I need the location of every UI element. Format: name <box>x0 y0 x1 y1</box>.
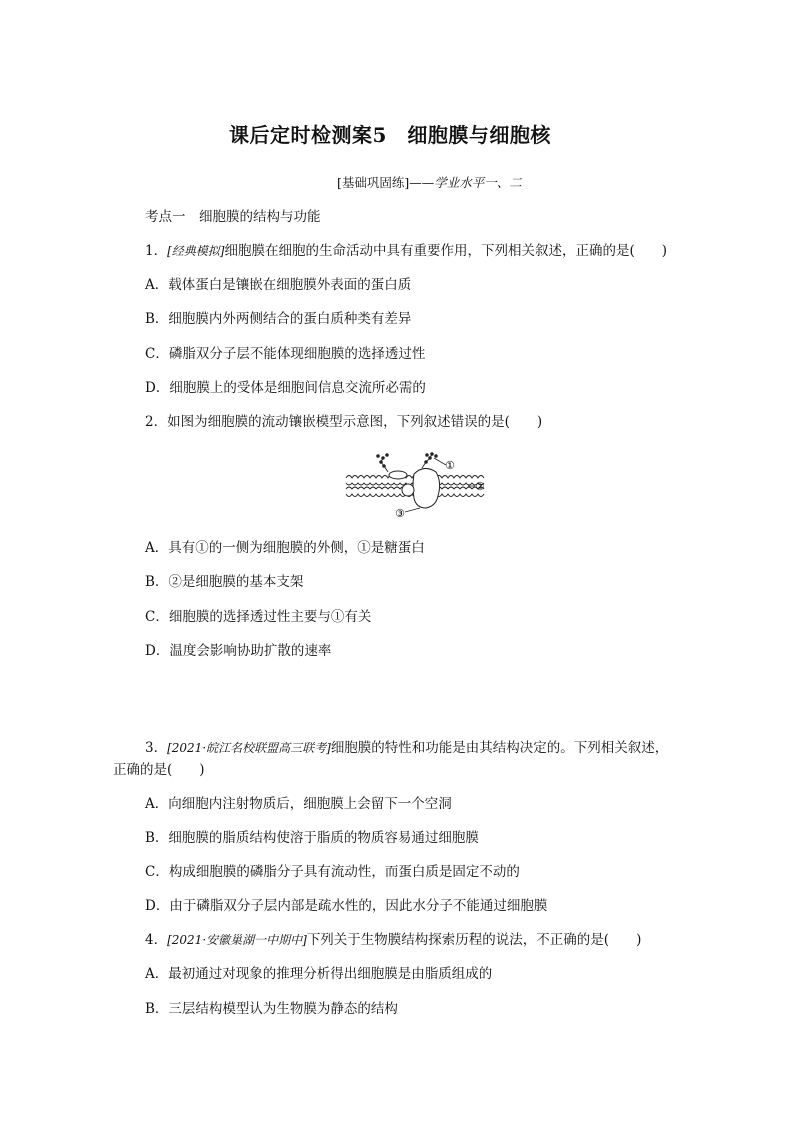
embedded-protein <box>402 484 414 496</box>
question-1-source-tag: [经典模拟] <box>167 244 225 258</box>
question-2-option-a: A．具有①的一侧为细胞膜的外侧，①是糖蛋白 <box>145 540 425 556</box>
question-1-number: 1． <box>145 243 168 259</box>
subtitle-bracket: [基础巩固练]—— <box>337 175 435 190</box>
question-3-text: 细胞膜的特性和功能是由其结构决定的。下列相关叙述， <box>330 740 669 756</box>
subtitle-level: 学业水平一、二 <box>434 175 522 190</box>
surface-protein <box>389 471 407 479</box>
question-1-stem <box>145 242 667 260</box>
question-3-source-tag: [2021·皖江名校联盟高三联考] <box>167 741 331 755</box>
question-2-option-b: B．②是细胞膜的基本支架 <box>145 574 304 590</box>
question-2-stem: 2．如图为细胞膜的流动镶嵌模型示意图，下列叙述错误的是( ) <box>145 414 543 430</box>
question-4-stem <box>145 931 641 949</box>
question-3-stem <box>145 739 668 757</box>
question-3-number: 3． <box>145 740 168 756</box>
question-4-option-a: A．最初通过对现象的推理分析得出细胞膜是由脂质组成的 <box>145 966 493 982</box>
question-1-option-a: A．载体蛋白是镶嵌在细胞膜外表面的蛋白质 <box>145 277 412 293</box>
question-4-source-tag: [2021·安徽巢湖一中期中] <box>167 933 307 947</box>
question-3-option-c: C．构成细胞膜的磷脂分子具有流动性，而蛋白质是固定不动的 <box>145 864 520 880</box>
label-2: ② <box>475 480 485 493</box>
label-1: ① <box>445 459 455 472</box>
question-4-text: 下列关于生物膜结构探索历程的说法，不正确的是( ) <box>306 932 642 948</box>
transmembrane-protein <box>413 468 440 508</box>
question-4-number: 4． <box>145 932 168 948</box>
question-2-option-c: C．细胞膜的选择透过性主要与①有关 <box>145 609 372 625</box>
question-3-option-a: A．向细胞内注射物质后，细胞膜上会留下一个空洞 <box>145 796 452 812</box>
question-3-option-d: D．由于磷脂双分子层内部是疏水性的，因此水分子不能通过细胞膜 <box>145 898 548 914</box>
question-1-option-d: D．细胞膜上的受体是细胞间信息交流所必需的 <box>145 380 426 396</box>
question-1-option-b: B．细胞膜内外两侧结合的蛋白质种类有差异 <box>145 311 412 327</box>
question-1-text: 细胞膜在细胞的生命活动中具有重要作用，下列相关叙述，正确的是( ) <box>224 243 668 259</box>
subtitle <box>337 174 522 192</box>
question-3-option-b: B．细胞膜的脂质结构使溶于脂质的物质容易通过细胞膜 <box>145 830 479 846</box>
membrane-diagram <box>342 450 488 522</box>
label-3: ③ <box>395 507 405 520</box>
page-title: 课后定时检测案5 细胞膜与细胞核 <box>229 123 551 147</box>
section-heading: 考点一 细胞膜的结构与功能 <box>145 209 321 225</box>
question-1-option-c: C．磷脂双分子层不能体现细胞膜的选择透过性 <box>145 346 426 362</box>
question-3-stem-cont: 正确的是( ) <box>113 762 205 778</box>
question-2-option-d: D．温度会影响协助扩散的速率 <box>145 643 332 659</box>
question-4-option-b: B．三层结构模型认为生物膜为静态的结构 <box>145 1001 398 1017</box>
